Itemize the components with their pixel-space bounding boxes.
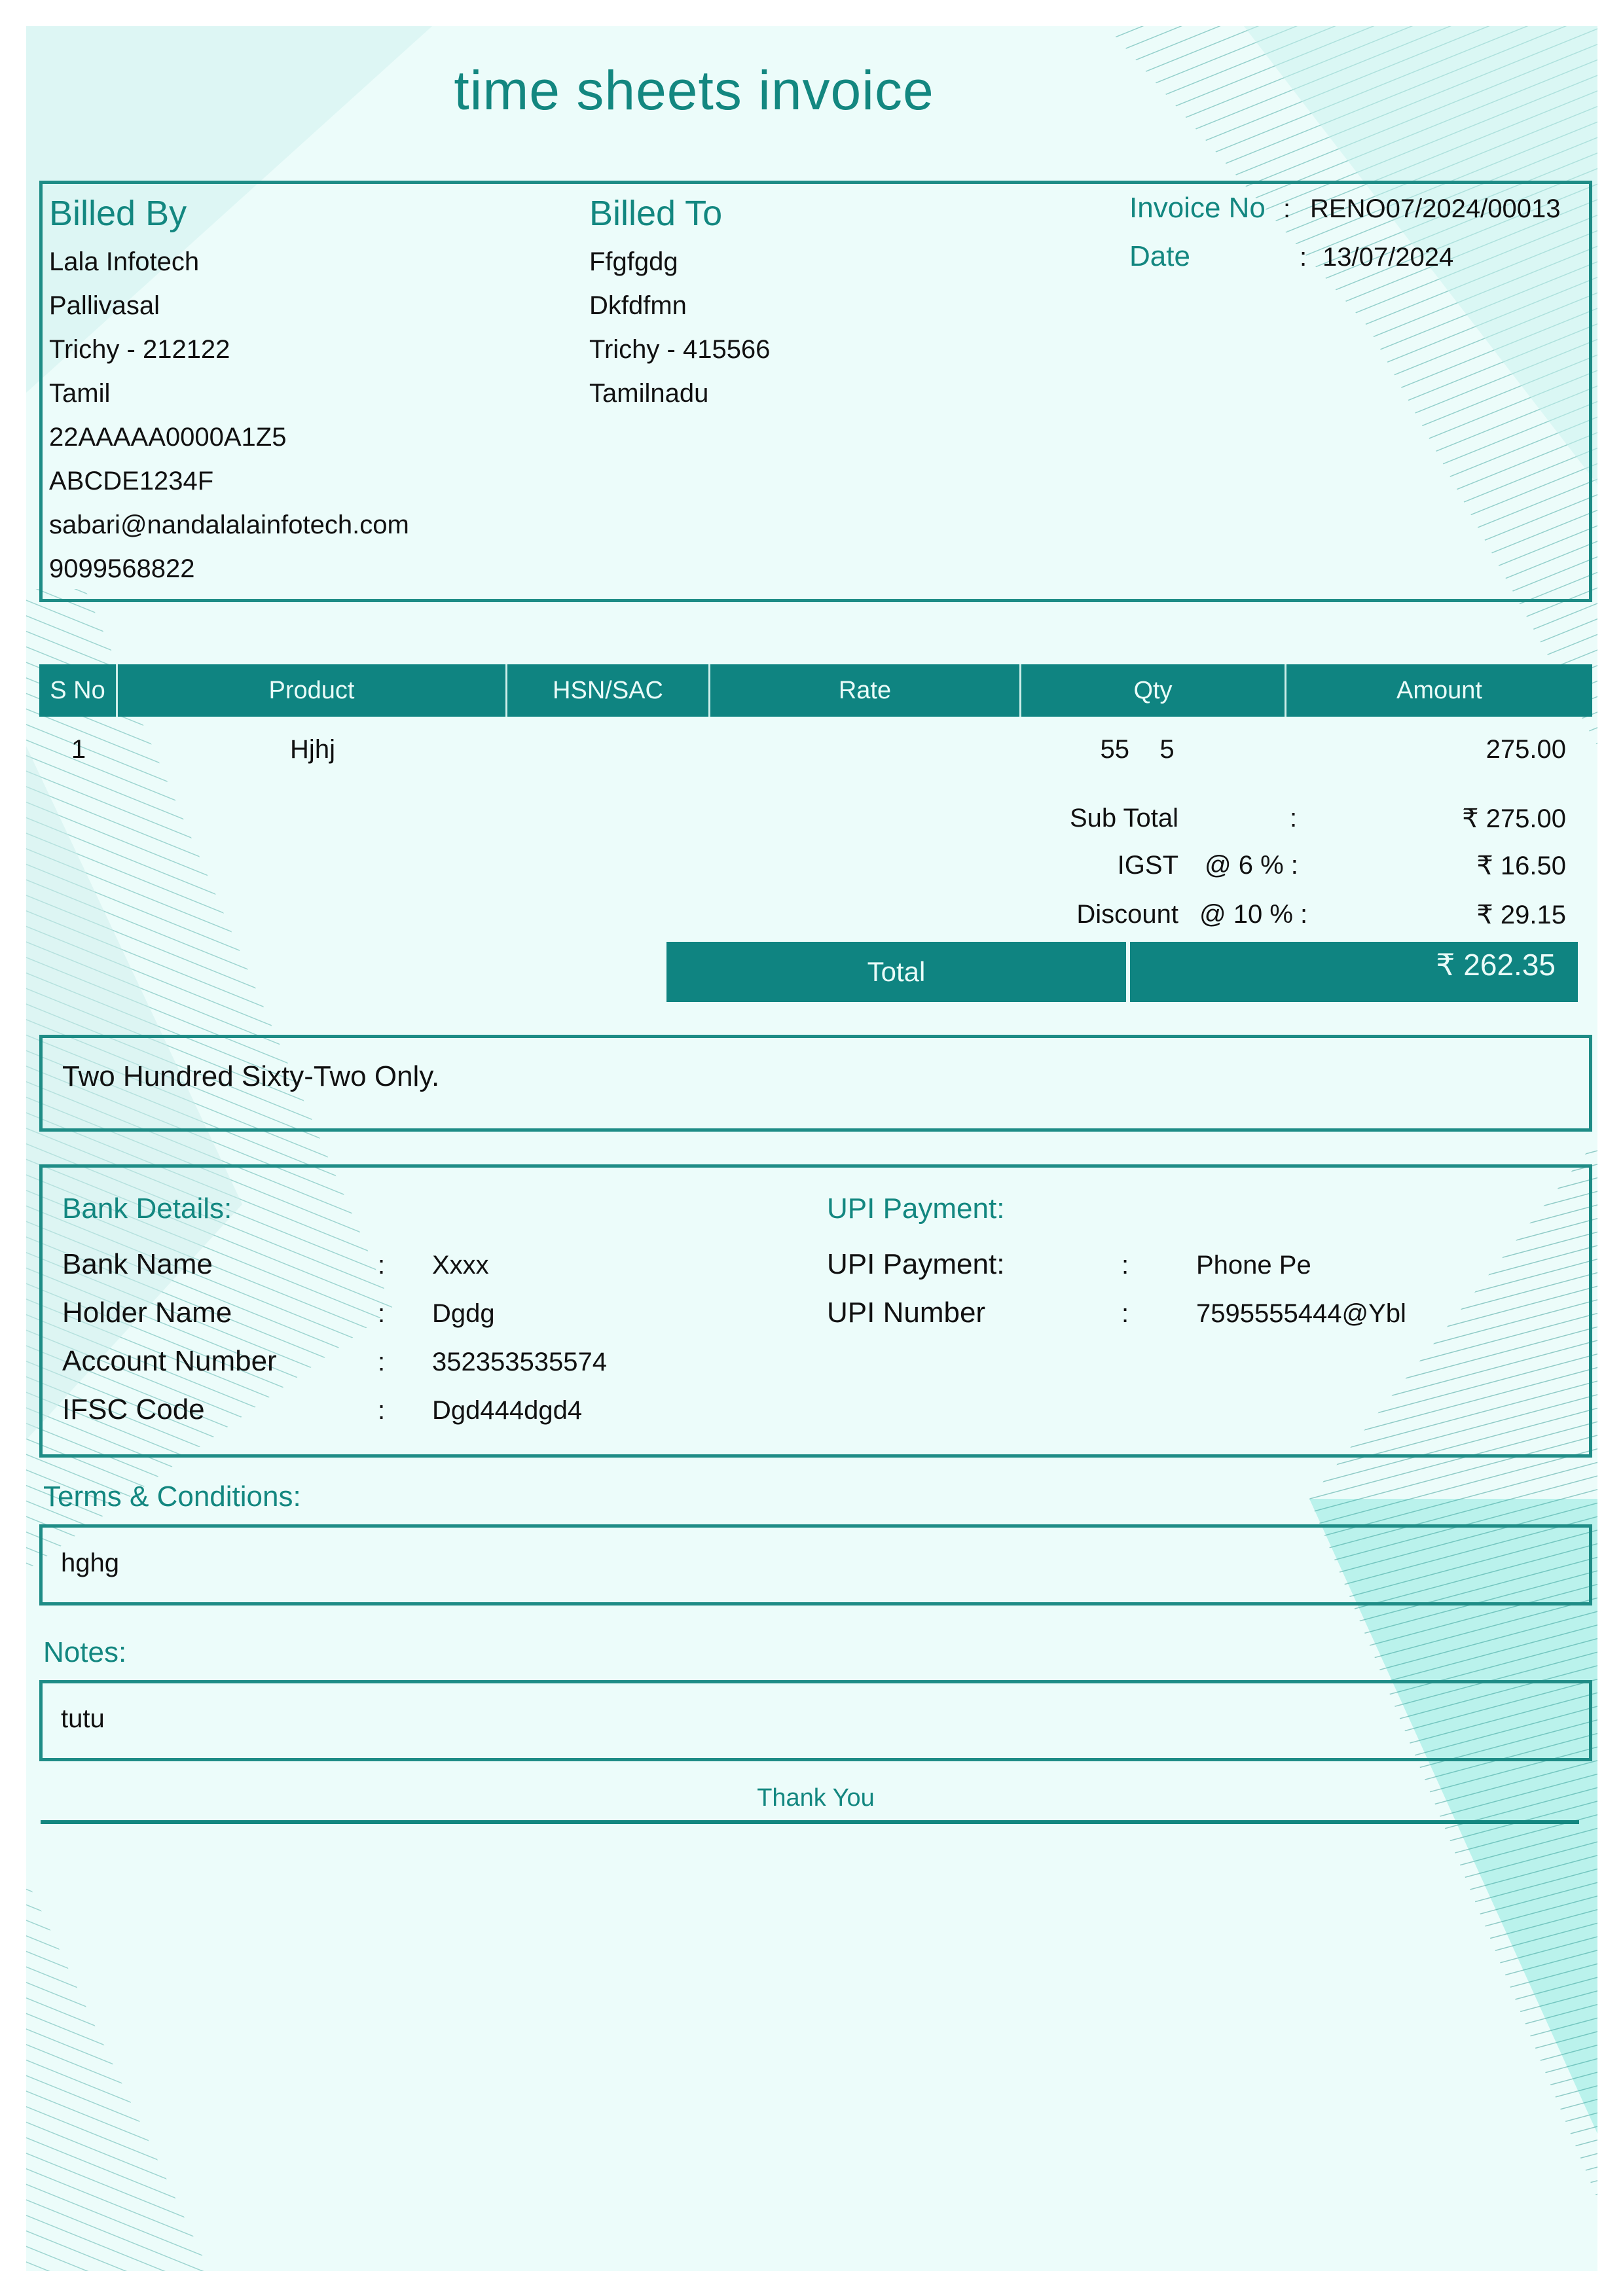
bank-name-label: Bank Name [62,1248,213,1280]
billed-to-line: Trichy - 415566 [589,335,771,364]
bank-name-sep: : [378,1251,386,1280]
billed-by-line: Tamil [49,379,111,408]
upi-payment-value: Phone Pe [1196,1251,1311,1280]
invoice-no-sep: : [1283,194,1291,223]
payment-details-box [39,1164,1592,1458]
billed-by-heading: Billed By [49,194,187,233]
discount-label: Discount [1076,900,1178,929]
billed-by-line: Trichy - 212122 [49,335,230,364]
items-table-header [39,664,1592,717]
account-number-value: 352353535574 [432,1348,607,1376]
col-hsn: HSN/SAC [507,664,710,717]
date-sep: : [1300,243,1307,272]
holder-name-sep: : [378,1299,386,1328]
thank-you-text: Thank You [757,1784,875,1812]
col-product: Product [118,664,507,717]
holder-name-label: Holder Name [62,1297,232,1329]
row-sno: 1 [71,735,86,764]
amount-in-words-box [39,1035,1592,1132]
billed-by-line: Pallivasal [49,291,160,320]
bank-name-value: Xxxx [432,1251,489,1280]
terms-heading: Terms & Conditions: [43,1480,301,1513]
holder-name-value: Dgdg [432,1299,495,1328]
igst-label: IGST [1117,851,1178,880]
billed-to-details [589,240,770,416]
notes-text: tutu [61,1704,105,1733]
billing-info-box [39,181,1592,602]
ifsc-code-label: IFSC Code [62,1393,205,1426]
row-rate: 55 [1100,735,1129,764]
invoice-no-label: Invoice No [1129,192,1266,224]
total-label: Total [666,942,1126,1002]
bg-stripes-bottom-left [26,1878,210,2271]
billed-to-heading: Billed To [589,194,723,233]
discount-rate: @ 10 % : [1199,900,1308,929]
col-sno: S No [39,664,118,717]
row-product: Hjhj [290,735,335,764]
billed-by-email: sabari@nandalalainfotech.com [49,511,409,539]
account-number-sep: : [378,1348,386,1376]
bank-details-heading: Bank Details: [62,1193,232,1225]
col-rate: Rate [710,664,1021,717]
notes-heading: Notes: [43,1636,127,1668]
date-label: Date [1129,240,1190,272]
col-qty: Qty [1021,664,1286,717]
subtotal-label: Sub Total [1069,804,1178,833]
upi-heading: UPI Payment: [827,1193,1005,1225]
row-amount: 275.00 [1486,735,1566,764]
billed-by-details [49,240,409,591]
billed-to-line: Ffgfgdg [589,247,678,276]
account-number-label: Account Number [62,1345,277,1377]
invoice-title: time sheets invoice [454,60,934,121]
discount-value: ₹ 29.15 [1476,901,1566,929]
row-qty: 5 [1159,735,1175,764]
billed-by-phone: 9099568822 [49,554,195,583]
igst-rate: @ 6 % : [1205,851,1298,880]
total-value: ₹ 262.35 [1130,942,1578,1002]
upi-number-label: UPI Number [827,1297,986,1329]
billed-to-line: Tamilnadu [589,379,709,408]
invoice-no-value: RENO07/2024/00013 [1310,194,1561,223]
ifsc-code-sep: : [378,1396,386,1425]
billed-by-line: Lala Infotech [49,247,200,276]
amount-in-words: Two Hundred Sixty-Two Only. [62,1060,440,1092]
upi-payment-label: UPI Payment: [827,1248,1005,1280]
footer-divider [41,1820,1579,1824]
invoice-page [26,26,1597,2271]
igst-value: ₹ 16.50 [1476,852,1566,880]
upi-number-value: 7595555444@Ybl [1196,1299,1406,1328]
subtotal-value: ₹ 275.00 [1462,804,1566,833]
row-hsn [507,730,710,769]
billed-by-line: 22AAAAA0000A1Z5 [49,423,287,452]
upi-payment-sep: : [1122,1251,1129,1280]
terms-box [39,1524,1592,1605]
ifsc-code-value: Dgd444dgd4 [432,1396,583,1425]
billed-by-line: ABCDE1234F [49,467,214,495]
billed-to-line: Dkfdfmn [589,291,687,320]
col-amount: Amount [1396,677,1482,704]
subtotal-sep: : [1290,804,1298,833]
upi-number-sep: : [1122,1299,1129,1328]
notes-box [39,1680,1592,1761]
date-value: 13/07/2024 [1322,243,1454,272]
terms-text: hghg [61,1549,119,1577]
